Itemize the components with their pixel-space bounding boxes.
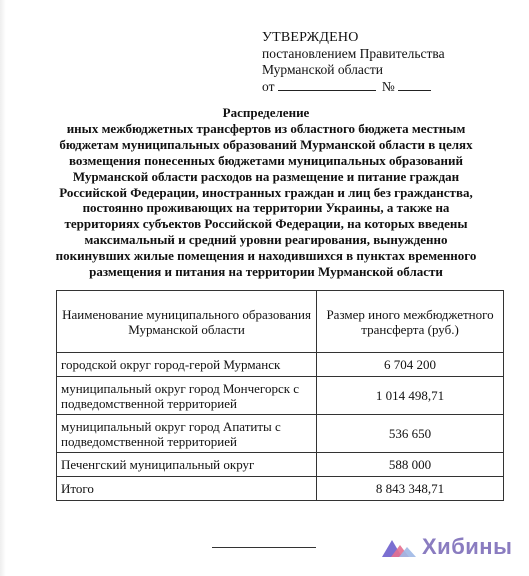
row-municipality: городской округ город-герой Мурманск — [57, 353, 317, 377]
total-amount: 8 843 348,71 — [317, 477, 504, 501]
mountains-logo-icon — [382, 536, 416, 558]
row-municipality: муниципальный округ город Апатиты с подведомственной территорией — [57, 415, 317, 453]
closing-rule — [212, 547, 316, 548]
approval-line-2: Мурманской области — [262, 62, 383, 77]
distribution-table — [56, 290, 504, 501]
approval-title: УТВЕРЖДЕНО — [262, 30, 359, 45]
page-edge — [0, 0, 6, 576]
heading-line: бюджетам муниципальных образований Мурманской области в целях — [59, 136, 473, 152]
heading-line: возмещения понесенных бюджетами муниципальных образований — [68, 152, 464, 168]
header-municipality: Наименование муниципального образования Мурманской области — [57, 291, 317, 353]
row-municipality: муниципальный округ город Мончегорск с подведомственной территорией — [57, 377, 317, 415]
watermark — [382, 534, 512, 560]
date-blank — [278, 78, 376, 91]
total-label: Итого — [57, 477, 317, 501]
heading-line: территориях субъектов Российской Федерации, на которых введены — [64, 216, 468, 232]
row-amount: 1 014 498,71 — [317, 377, 504, 415]
row-amount: 6 704 200 — [317, 353, 504, 377]
heading-line: максимальный и средний уровни реагирования, вынужденно — [84, 232, 448, 248]
heading-line: покинувших жилые помещения и находившихся в пунктах временного — [55, 248, 477, 264]
table-row — [57, 377, 504, 415]
number-blank — [398, 78, 431, 91]
table-row — [57, 353, 504, 377]
heading-line: Российской Федерации, иностранных граждан и лиц без гражданства, — [59, 184, 473, 200]
heading-line: постоянно проживающих на территории Украины, а также на — [82, 200, 450, 216]
header-amount: Размер иного межбюджетного трансферта (руб.) — [317, 291, 504, 353]
heading-line: иных межбюджетных трансфертов из областного бюджета местным — [66, 120, 466, 136]
table-row — [57, 415, 504, 453]
heading-line: размещения и питания на территории Мурманской области — [89, 264, 443, 280]
row-amount: 536 650 — [317, 415, 504, 453]
approval-line-1: постановлением Правительства — [262, 46, 445, 61]
document-heading — [22, 105, 510, 280]
heading-line: Распределение — [222, 105, 310, 120]
approval-block — [262, 30, 445, 95]
row-municipality: Печенгский муниципальный округ — [57, 453, 317, 477]
table-row — [57, 453, 504, 477]
table-total-row — [57, 477, 504, 501]
watermark-text: Хибины — [422, 534, 513, 559]
date-prefix: от — [262, 79, 275, 94]
number-sign: № — [381, 79, 395, 94]
table-header-row — [57, 291, 504, 353]
row-amount: 588 000 — [317, 453, 504, 477]
approval-date-line — [262, 78, 445, 95]
heading-line: Мурманской области расходов на размещение и питание граждан — [72, 168, 460, 184]
